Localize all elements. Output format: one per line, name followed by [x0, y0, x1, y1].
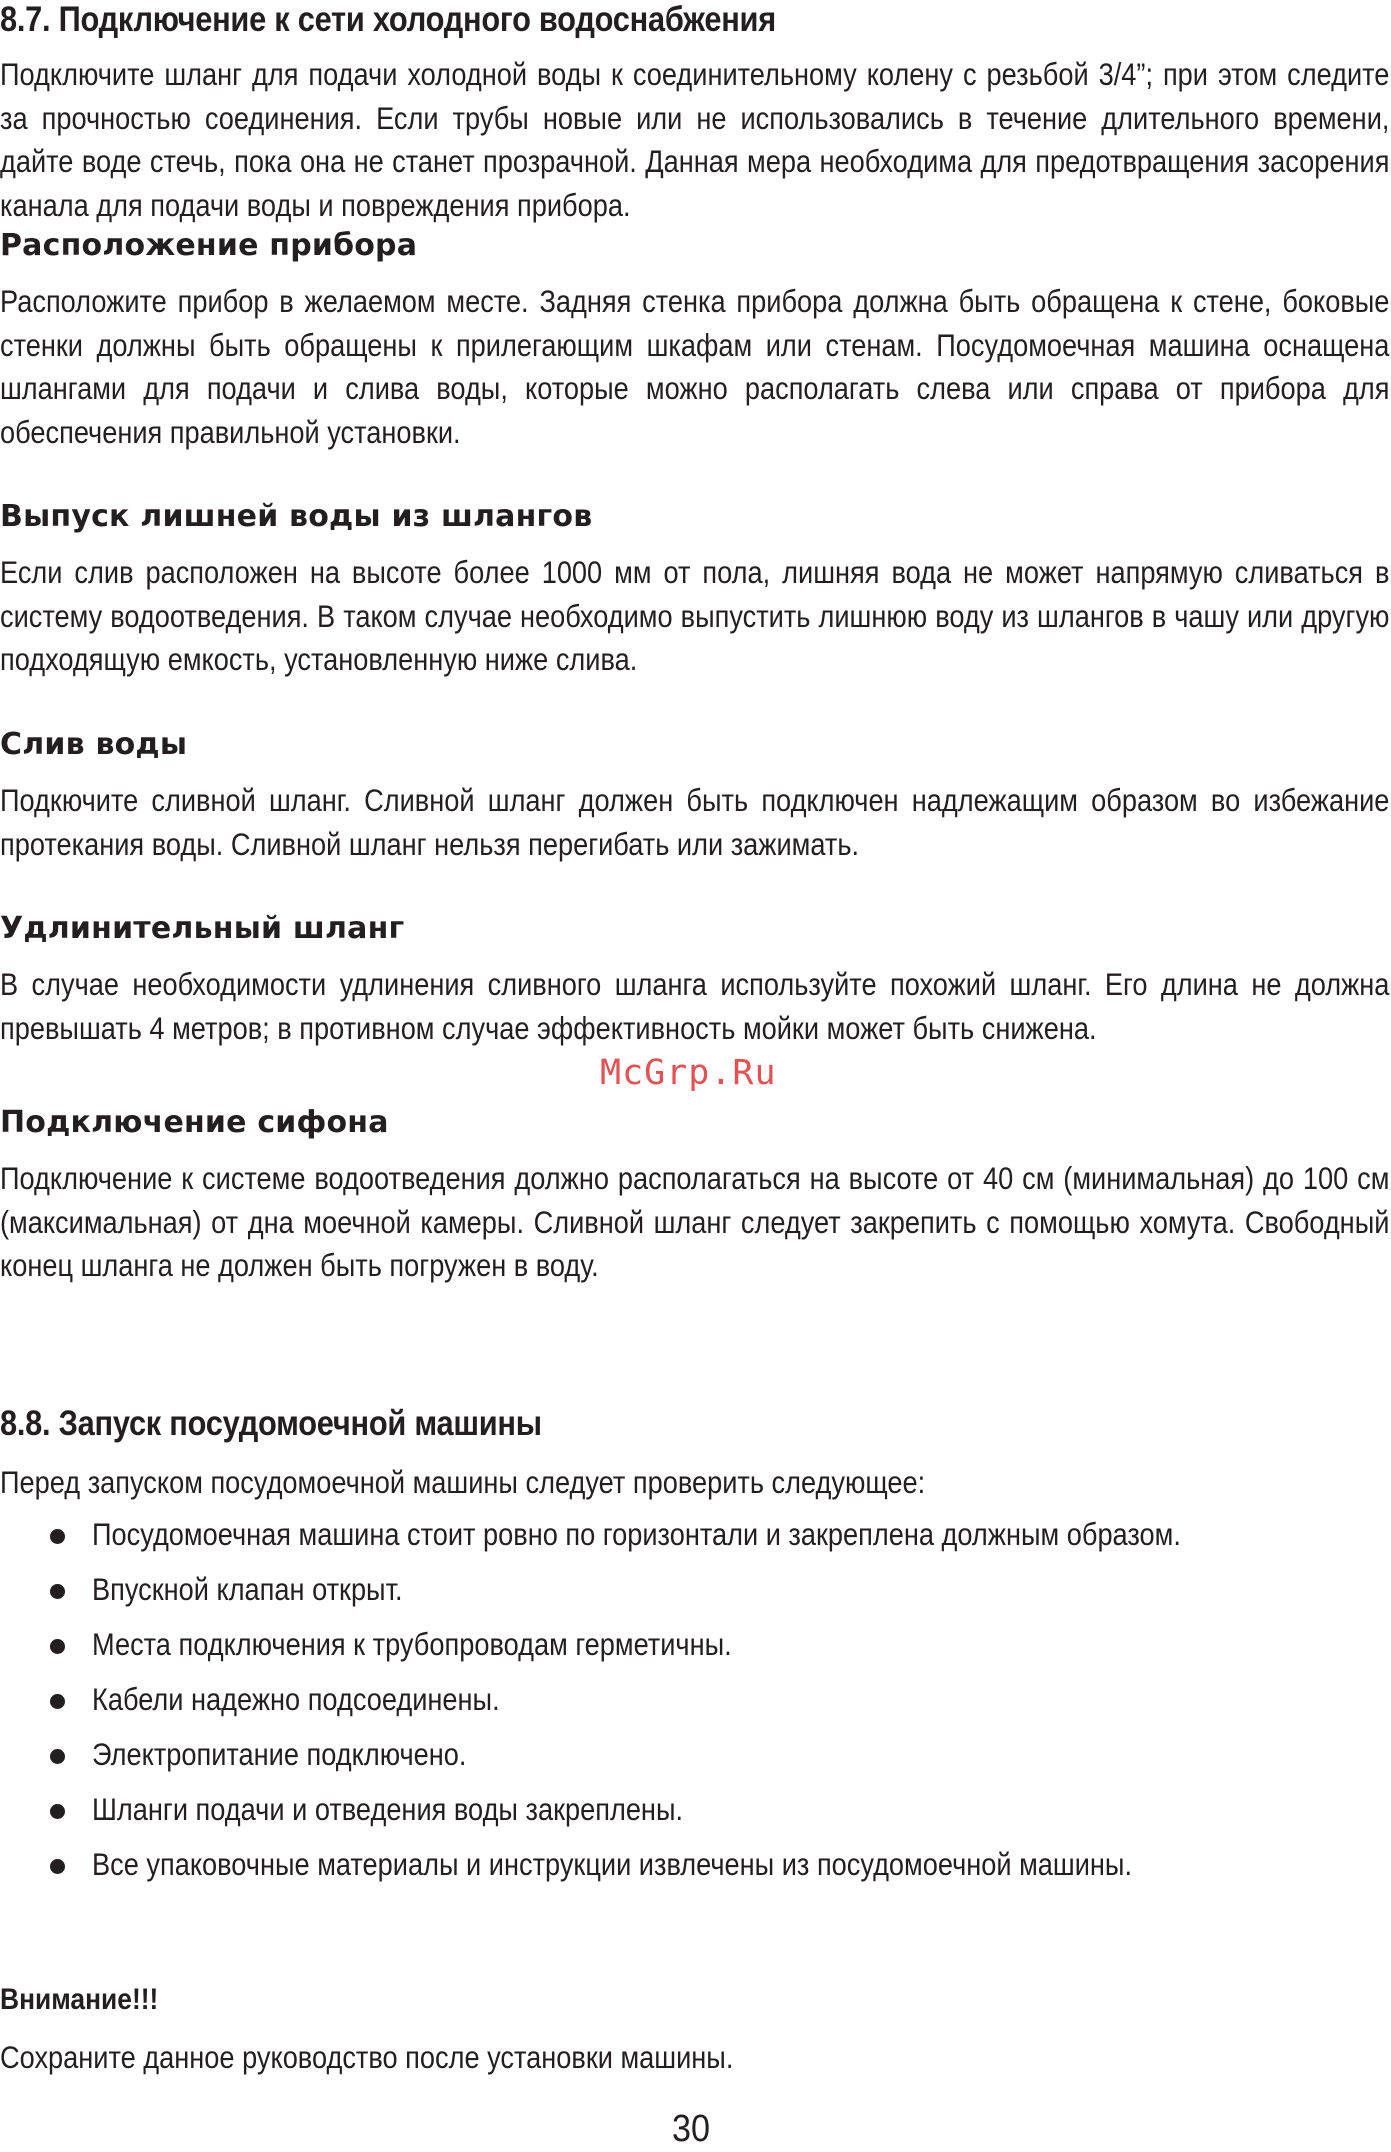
bullet-icon [50, 1584, 65, 1599]
excess-water-heading: Выпуск лишней воды из шлангов [0, 499, 593, 534]
page-number: 30 [672, 2108, 711, 2150]
section-8-8-heading: 8.8. Запуск посудомоечной машины [0, 1404, 542, 1443]
extension-text: В случае необходимости удлинения сливного шланга используйте похожий шланг. Его длина не должна превышать 4 метров; в противном случае эффективность мойки может быть снижена. [0, 966, 1390, 1046]
excess-water-text: Если слив расположен на высоте более 1000 мм от пола, лишняя вода не может напрямую сливаться в систему водоотведения. В таком случае необходимо выпустить лишнюю воду из шлангов в чашу или другую подходящую емкость, установленную ниже слива. [0, 554, 1390, 677]
bullet-icon [50, 1804, 65, 1819]
document-page: 8.7. Подключение к сети холодного водоснабжения Подключите шланг для подачи холодной воды к соединительному колену с резьбой 3/4”; при этом следите за прочностью соединения. Если трубы новые или не использовались в течение длительного времени, дайте воде стечь, пока она не станет прозрачной. Данная мера необходима для предотвращения засорения канала для подачи воды и повреждения прибора. Расположение прибора Расположите прибор в желаемом месте. Задняя стенка прибора должна быть обращена к стене, боковые стенки должны быть обращены к прилегающим шкафам или стенам. Посудомоечная машина оснащена шлангами для подачи и слива воды, которые можно располагать слева или справа от прибора для обеспечения правильной установки. Выпуск лишней воды из шлангов Если слив расположен на высоте более 1000 мм от пола, лишняя вода не может напрямую сливаться в систему водоотведения. В таком случае необходимо выпустить лишнюю воду из шлангов в чашу или другую подходящую емкость, установленную ниже слива. Слив воды Подкючите сливной шланг. Сливной шланг должен быть подключен надлежащим образом во избежание протекания воды. Сливной шланг нельзя перегибать или зажимать. Удлинительный шланг В случае необходимости удлинения сливного шланга используйте похожий шланг. Его длина не должна превышать 4 метров; в противном случае эффективность мойки может быть снижена. McGrp.Ru Подключение сифона Подключение к системе водоотведения должно располагаться на высоте от 40 см (минимальная) до 100 см (максимальная) от дна моечной камеры. Сливной шланг следует закрепить с помощью хомута. Свободный конец шланга не должен быть погружен в воду. 8.8. Запуск посудомоечной машины Перед запуском посудомоечной машины следует проверить следующее: Посудомоечная машина стоит ровно по горизонтали и закреплена должным образом. Впускной клапан открыт. Места подключения к трубопроводам герметичны. Кабели надежно подсоединены. Электропитание подключено. Шланги подачи и отведения воды закреплены. Все упаковочные материалы и инструкции извлечены из посудомоечной машины. Внимание!!! Сохраните данное руководство после установки машины. 30 [0, 0, 1390, 2150]
bullet-icon [50, 1859, 65, 1874]
placement-heading: Расположение прибора [0, 228, 418, 263]
bullet-icon [50, 1694, 65, 1709]
siphon-heading: Подключение сифона [0, 1105, 389, 1140]
section-8-7-text: Подключите шланг для подачи холодной воды к соединительному колену с резьбой 3/4”; при этом следите за прочностью соединения. Если трубы новые или не использовались в течение длительного времени, дайте воде стечь, пока она не станет прозрачной. Данная мера необходима для предотвращения засорения канала для подачи воды и повреждения прибора. [0, 56, 1390, 223]
bullet-icon [50, 1639, 65, 1654]
siphon-text: Подключение к системе водоотведения должно располагаться на высоте от 40 см (минимальная) до 100 см (максимальная) от дна моечной камеры. Сливной шланг следует закрепить с помощью хомута. Свободный конец шланга не должен быть погружен в воду. [0, 1160, 1390, 1283]
drain-text: Подкючите сливной шланг. Сливной шланг должен быть подключен надлежащим образом во избежание протекания воды. Сливной шланг нельзя перегибать или зажимать. [0, 782, 1390, 862]
section-8-7-heading: 8.7. Подключение к сети холодного водоснабжения [0, 0, 776, 39]
bullet-icon [50, 1529, 65, 1544]
drain-heading: Слив воды [0, 727, 188, 762]
section-8-8-intro: Перед запуском посудомоечной машины следует проверить следующее: [0, 1464, 926, 1500]
placement-text: Расположите прибор в желаемом месте. Задняя стенка прибора должна быть обращена к стене, боковые стенки должны быть обращены к прилегающим шкафам или стенам. Посудомоечная машина оснащена шлангами для подачи и слива воды, которые можно располагать слева или справа от прибора для обеспечения правильной установки. [0, 283, 1390, 450]
watermark: McGrp.Ru [600, 1053, 777, 1093]
warning-text: Сохраните данное руководство после установки машины. [0, 2039, 734, 2075]
warning-heading: Внимание!!! [0, 1983, 159, 2016]
extension-heading: Удлинительный шланг [0, 911, 405, 946]
bullet-icon [50, 1749, 65, 1764]
